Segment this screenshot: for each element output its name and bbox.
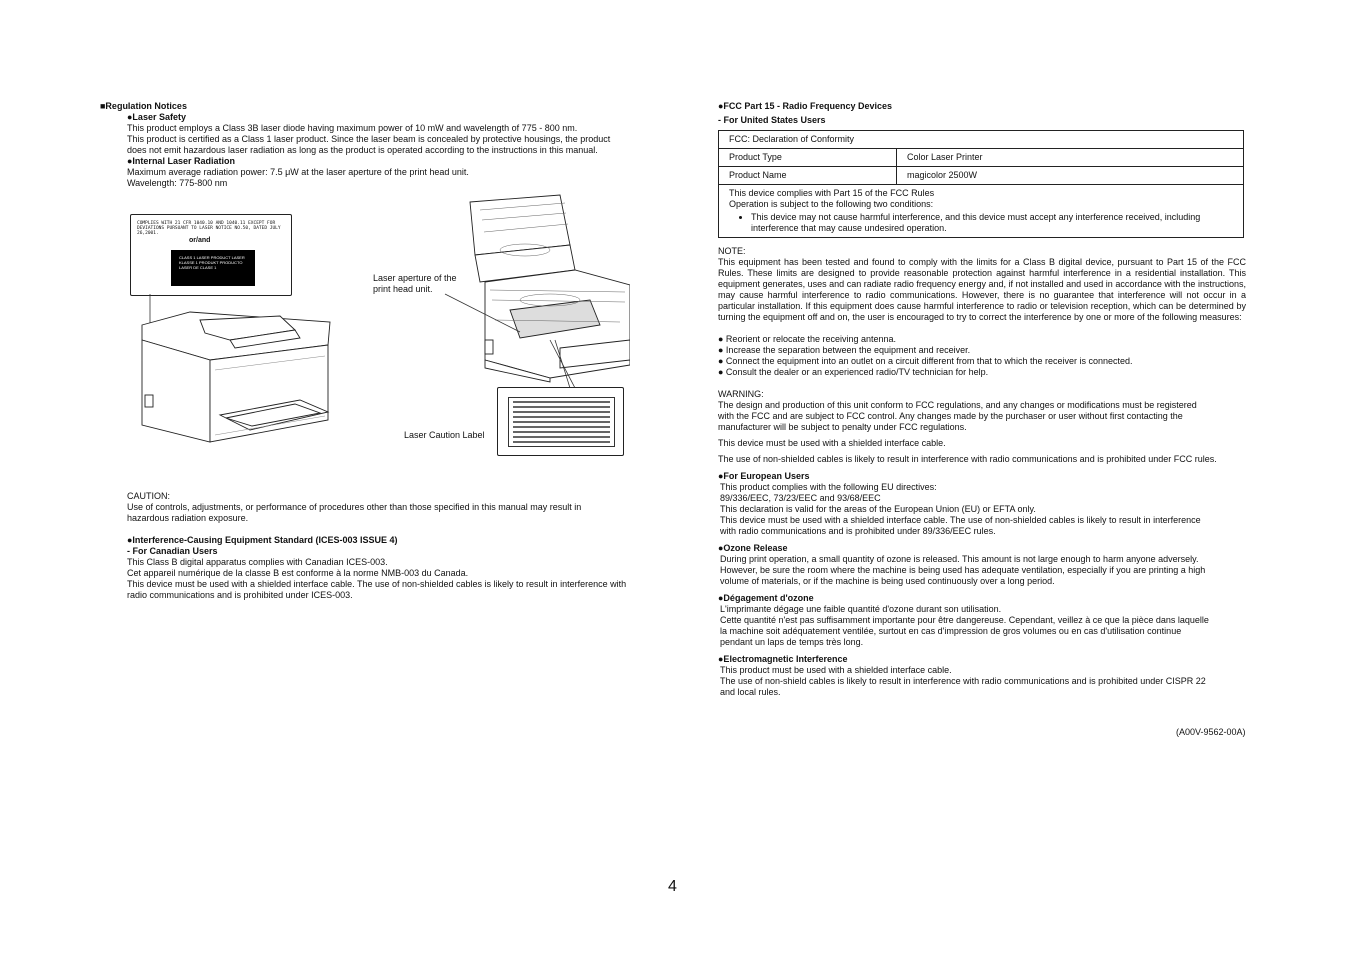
ices-subtitle: - For Canadian Users [127, 546, 218, 556]
laser-safety-title: ●Laser Safety [127, 112, 186, 122]
laser-safety-line: does not emit hazardous laser radiation as long as the product is operated according to the instructions in this manual. [127, 145, 598, 155]
caution-line: Use of controls, adjustments, or performance of procedures other than those specified in this manual may result in [127, 502, 582, 512]
right-column [718, 101, 1246, 698]
document-id: (A00V-9562-00A) [1176, 727, 1246, 737]
ices-line: radio communications and is prohibited under ICES-003. [127, 590, 353, 600]
note-text: This equipment has been tested and found to comply with the limits for a Class B digital device, pursuant to Part 15 of the FCC Rules. These limits are designed to provide reasonable protection against harmful interference in a residential installation. This equipment generates, uses and can radiate radio frequency energy and, if not installed and used in accordance with the instructions, may cause harmful interference to radio communications. However, there is no guarantee that interference will not occur in a particular installation. If this equipment does cause harmful interference to radio or television reception, which can be determined by turning the equipment off and on, the user is encouraged to try to correct the interference by one or more of the following measures: [718, 257, 1246, 322]
fcc-title: ●FCC Part 15 - Radio Frequency Devices [718, 101, 892, 111]
warning-line: with the FCC and are subject to FCC control. Any changes made by the purchaser or user without first contacting the [718, 411, 1183, 421]
certification-label-text: COMPLIES WITH 21 CFR 1040.10 AND 1040.11 EXCEPT FOR DEVIATIONS PURSUANT TO LASER NOTICE NO.50, DATED JULY 26,2001. [137, 221, 281, 236]
ices-line: This Class B digital apparatus complies with Canadian ICES-003. [127, 557, 388, 567]
ices-line: This device must be used with a shielded interface cable. The use of non-shielded cables is likely to result in interference with [127, 579, 627, 589]
product-type-value: Color Laser Printer [897, 149, 1244, 167]
emi-line: The use of non-shield cables is likely to result in interference with radio communications and is prohibited under CISPR 22 [720, 676, 1206, 686]
fcc-declaration-table [718, 130, 1244, 238]
laser-safety-line: This product is certified as a Class 1 laser product. Since the laser beam is concealed by protective housings, the product [127, 134, 611, 144]
fcc-compliance-cell [719, 185, 1244, 238]
compliance-line: Operation is subject to the following two conditions: [729, 199, 934, 209]
printer-figure [130, 190, 630, 460]
eu-line: This device must be used with a shielded interface cable. The use of non-shielded cables is likely to result in interference [720, 515, 1201, 525]
ices-title: ●Interference-Causing Equipment Standard (ICES-003 ISSUE 4) [127, 535, 398, 545]
emi-line: and local rules. [720, 687, 781, 697]
page-number: 4 [668, 878, 677, 895]
nonshielded-note: The use of non-shielded cables is likely to result in interference with radio communications and is prohibited under FCC rules. [718, 454, 1217, 464]
degagement-line: L'imprimante dégage une faible quantité d'ozone durant son utilisation. [720, 604, 1002, 614]
table-row [719, 149, 1244, 167]
measure-item: ● Connect the equipment into an outlet on a circuit different from that to which the receiver is connected. [718, 356, 1133, 366]
emi-title: ●Electromagnetic Interference [718, 654, 848, 664]
eu-line: This product complies with the following EU directives: [720, 482, 937, 492]
condition-item: • This device may not cause harmful interference, and this device must accept any interference received, including interference that may cause undesired operation. [751, 212, 1233, 234]
eu-line: This declaration is valid for the areas of the European Union (EU) or EFTA only. [720, 504, 1036, 514]
degagement-line: pendant un laps de temps très long. [720, 637, 864, 647]
measure-item: ● Increase the separation between the equipment and receiver. [718, 345, 971, 355]
fcc-subtitle: - For United States Users [718, 115, 826, 125]
internal-radiation-line: Wavelength: 775-800 nm [127, 178, 228, 188]
eu-line: with radio communications and is prohibited under 89/336/EEC rules. [720, 526, 996, 536]
caution-section [127, 491, 687, 601]
fcc-table-header: FCC: Declaration of Conformity [719, 131, 1244, 149]
caution-line: hazardous radiation exposure. [127, 513, 249, 523]
note-title: NOTE: [718, 246, 746, 256]
eu-line: 89/336/EEC, 73/23/EEC and 93/68/EEC [720, 493, 881, 503]
internal-radiation-title: ●Internal Laser Radiation [127, 156, 235, 166]
aperture-label-line: Laser aperture of the [373, 273, 457, 283]
ozone-title: ●Ozone Release [718, 543, 788, 553]
eu-title: ●For European Users [718, 471, 810, 481]
degagement-title: ●Dégagement d'ozone [718, 593, 814, 603]
ozone-line: However, be sure the room where the machine is being used has adequate ventilation, especially if you are printing a high [720, 565, 1206, 575]
warning-title: WARNING: [718, 389, 764, 399]
class1-label-text: CLASS 1 LASER PRODUCT LASER KLASSE 1 PRODUKT PRODUCTO LASER DE CLASE 1 [179, 255, 245, 270]
ozone-line: During print operation, a small quantity of ozone is released. This amount is not large enough to harm anyone adversely. [720, 554, 1199, 564]
aperture-label-line: print head unit. [373, 284, 433, 294]
shielded-note: This device must be used with a shielded interface cable. [718, 438, 946, 448]
warning-line: The design and production of this unit conform to FCC regulations, and any changes or modifications must be registered [718, 400, 1197, 410]
table-row [719, 167, 1244, 185]
product-name-label: Product Name [719, 167, 897, 185]
regulation-heading: ■Regulation Notices [100, 101, 187, 111]
compliance-line: This device complies with Part 15 of the FCC Rules [729, 188, 935, 198]
degagement-line: la machine soit adéquatement ventilée, surtout en cas d'impression de gros volumes ou en cas d'utilisation continue [720, 626, 1182, 636]
left-column [100, 101, 675, 189]
measure-item: ● Reorient or relocate the receiving antenna. [718, 334, 897, 344]
caution-title: CAUTION: [127, 491, 171, 501]
warning-line: manufacturer will be subject to penalty under FCC regulations. [718, 422, 967, 432]
ices-line: Cet appareil numérique de la classe B est conforme à la norme NMB-003 du Canada. [127, 568, 469, 578]
certification-label-brand: or/and [189, 237, 211, 244]
laser-caution-label [497, 387, 624, 456]
laser-safety-section [127, 112, 675, 189]
degagement-line: Cette quantité n'est pas suffisamment importante pour être dangereuse. Cependant, veillez à ce que la pièce dans laquelle [720, 615, 1209, 625]
laser-caution-label-caption: Laser Caution Label [404, 430, 485, 440]
internal-radiation-line: Maximum average radiation power: 7.5 μW at the laser aperture of the print head unit. [127, 167, 469, 177]
emi-line: This product must be used with a shielded interface cable. [720, 665, 952, 675]
ozone-line: volume of materials, or if the machine is being used continuously over a long period. [720, 576, 1055, 586]
laser-safety-line: This product employs a Class 3B laser diode having maximum power of 10 mW and wavelength of 775 - 800 nm. [127, 123, 578, 133]
measure-item: ● Consult the dealer or an experienced radio/TV technician for help. [718, 367, 989, 377]
product-type-label: Product Type [719, 149, 897, 167]
product-name-value: magicolor 2500W [897, 167, 1244, 185]
